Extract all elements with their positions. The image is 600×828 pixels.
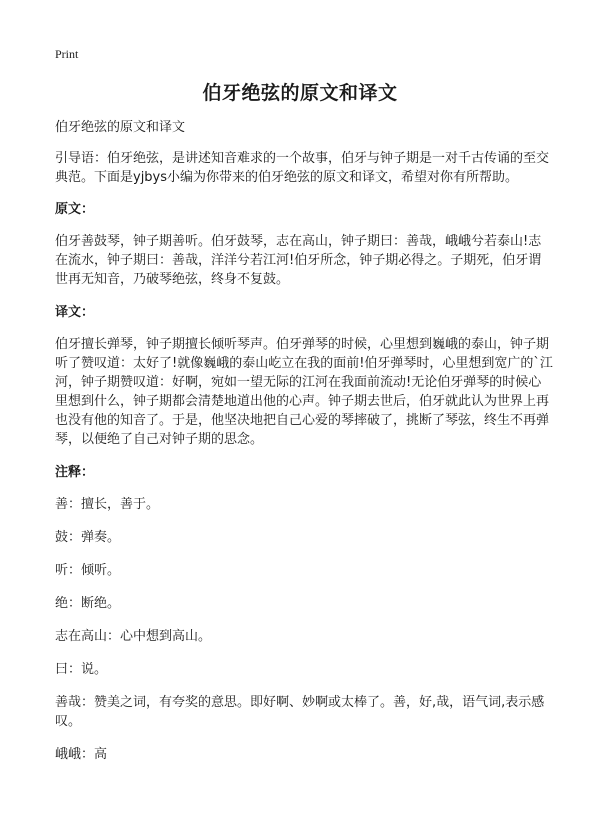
note-item: 鼓：弹奏。 <box>55 530 121 545</box>
note-item: 绝：断绝。 <box>55 596 121 611</box>
note-item: 善：擅长，善于。 <box>55 497 160 512</box>
note-item: 善哉：赞美之词，有夸奖的意思。即好啊、妙啊或太棒了。善，好,哉，语气词,表示感叹。 <box>55 695 545 729</box>
article-subtitle: 伯牙绝弦的原文和译文 <box>55 120 186 135</box>
print-link[interactable]: Print <box>55 47 79 61</box>
note-item: 志在高山：心中想到高山。 <box>55 629 212 644</box>
note-item: 听：倾听。 <box>55 563 121 578</box>
page-title: 伯牙绝弦的原文和译文 <box>202 82 398 104</box>
original-heading: 原文： <box>55 202 95 217</box>
notes-heading: 注释： <box>55 465 95 480</box>
translation-heading: 译文： <box>55 305 95 320</box>
translation-text: 伯牙擅长弹琴，钟子期擅长倾听琴声。伯牙弹琴的时候，心里想到巍峨的泰山，钟子期听了赞叹道：太好了!就像巍峨的泰山屹立在我的面前!伯牙弹琴时，心里想到宽广的`江河，钟子期赞叹道：好啊，宛如一望无际的江河在我面前流动!无论伯牙弹琴的时候心里想到什么，钟子期都会清楚地道出他的心声。钟子期去世后，伯牙就此认为世界上再也没有他的知音了。于是，他坚决地把自己心爱的琴摔破了，挑断了琴弦，终生不再弹琴，以便绝了自己对钟子期的思念。 <box>55 337 553 447</box>
note-item: 峨峨：高 <box>55 747 108 762</box>
original-text: 伯牙善鼓琴，钟子期善听。伯牙鼓琴，志在高山，钟子期曰：善哉，峨峨兮若泰山!志在流水，钟子期曰：善哉，洋洋兮若江河!伯牙所念，钟子期必得之。子期死，伯牙谓世再无知音，乃破琴绝弦，终身不复鼓。 <box>55 234 542 287</box>
intro-paragraph: 引导语：伯牙绝弦，是讲述知音难求的一个故事，伯牙与钟子期是一对千古传诵的至交典范。下面是yjbys小编为你带来的伯牙绝弦的原文和译文，希望对你有所帮助。 <box>55 151 550 185</box>
note-item: 曰：说。 <box>55 662 108 677</box>
article-body <box>55 118 554 778</box>
